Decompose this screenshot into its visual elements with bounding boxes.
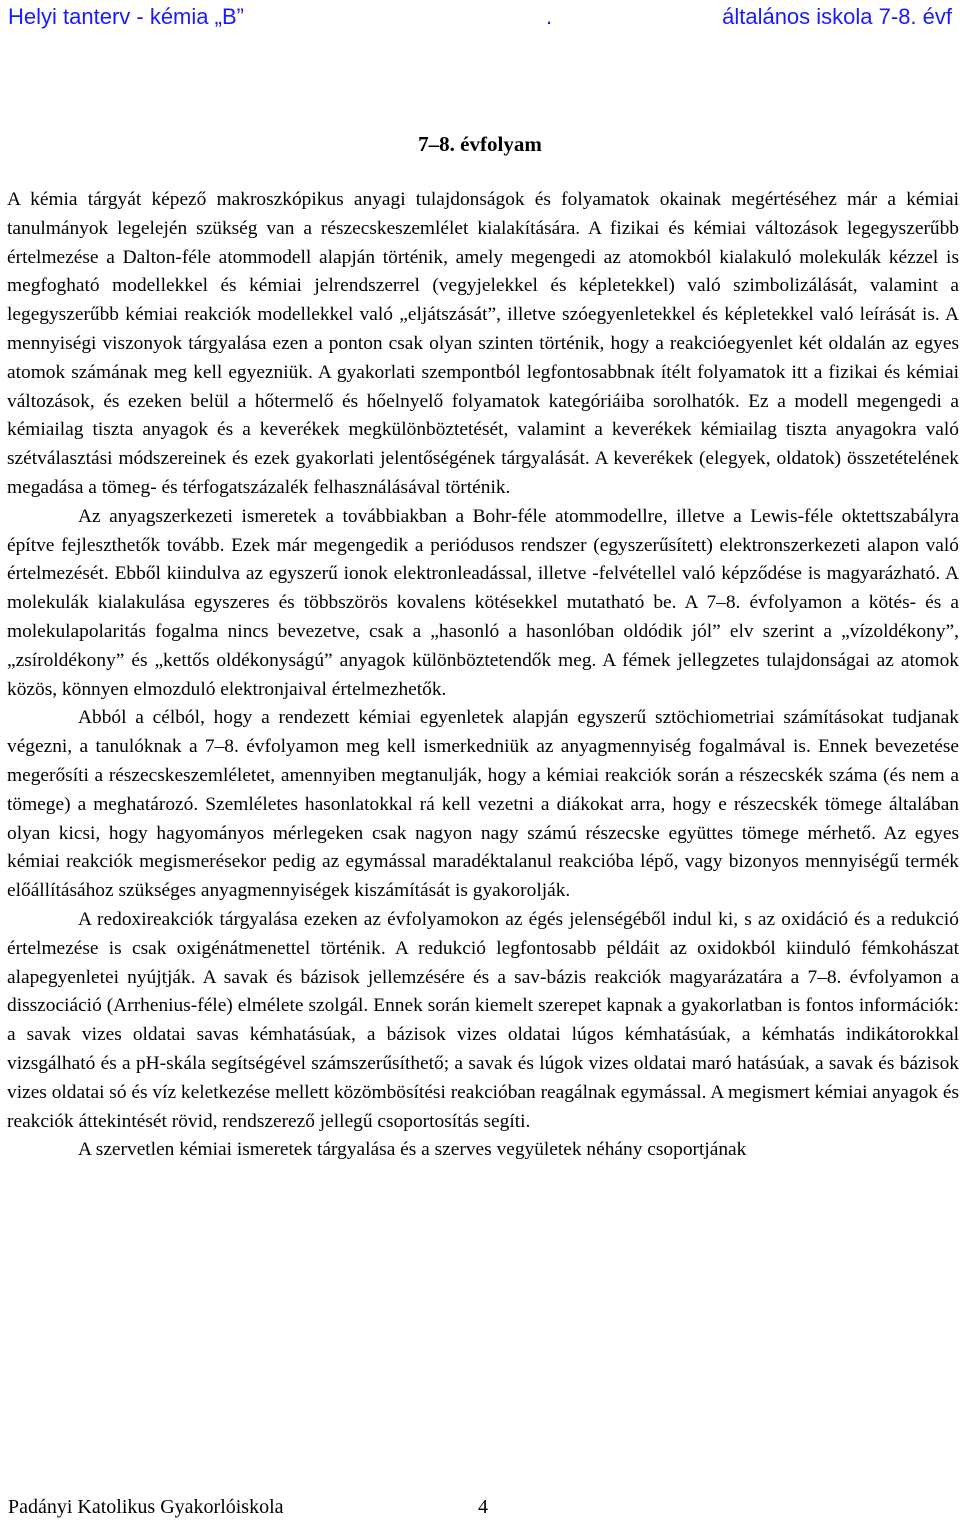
paragraph: Abból a célból, hogy a rendezett kémiai egyenletek alapján egyszerű sztöchiometriai számításokat tudjanak végezni, a tanulóknak a 7–8. évfolyamon meg kell ismerkedniük az anyagmennyiség fogalmával is. Ennek bevezetése megerősíti a részecskeszemléletet, amennyiben megtanulják, hogy a kémiai reakciók során a részecskék száma (és nem a tömege) a meghatározó. Szemléletes hasonlatokkal rá kell vezetni a diákokat arra, hogy e részecskék tömege általában olyan kicsi, hogy hagyományos mérlegeken csak nagyon nagy számú részecske együttes tömege mérhető. Az egyes kémiai reakciók megismerésekor pedig az egymással maradéktalanul reakcióba lépő, vagy bizonyos mennyiségű termék előállításához szükséges anyagmennyiségek kiszámítását is gyakorolják. bbox=[7, 707, 959, 902]
paragraph: A szervetlen kémiai ismeretek tárgyalása és a szerves vegyületek néhány csoportjának bbox=[78, 1139, 747, 1161]
document-body bbox=[7, 186, 959, 1165]
header-center-mark: . bbox=[546, 4, 553, 29]
page-number: 4 bbox=[478, 1496, 488, 1518]
paragraph: A kémia tárgyát képező makroszkópikus anyagi tulajdonságok és folyamatok okainak megértéséhez már a kémiai tanulmányok legelején szükség van a részecskeszemlélet kialakítására. A fizikai és kémiai változások legegyszerűbb értelmezése a Dalton-féle atommodell alapján történik, amely megengedi az atomokból kialakuló molekulák kézzel is megfogható modellekkel és kémiai jelrendszerrel (vegyjelekkel és képletekkel) való szimbolizálását, valamint a legegyszerűbb kémiai reakciók modellekkel való „eljátszását”, illetve szóegyenletekkel és képletekkel való leírását is. A mennyiségi viszonyok tárgyalása ezen a ponton csak olyan szinten történik, hogy a reakcióegyenlet két oldalán az egyes atomok számának meg kell egyezniük. A gyakorlati szempontból legfontosabbnak ítélt folyamatok itt a fizikai és kémiai változások, és ezeken belül a hőtermelő és hőelnyelő folyamatok kategóriáiba sorolhatók. Ez a modell megengedi a kémiailag tiszta anyagok és a keverékek megkülönböztetését, valamint a keverékek kémiailag tiszta anyagokra való szétválasztási módszereinek és ezek gyakorlati jelentőségének tárgyalását. A keverékek (elegyek, oldatok) összetételének megadása a tömeg- és térfogatszázalék felhasználásával történik. bbox=[7, 189, 959, 498]
paragraph: A redoxireakciók tárgyalása ezeken az évfolyamokon az égés jelenségéből indul ki, s az oxidáció és a redukció értelmezése is csak oxigénátmenettel történik. A redukció legfontosabb példáit az oxidokból kiinduló fémkohászat alapegyenletei nyújtják. A savak és bázisok jellemzésére és a sav-bázis reakciók magyarázatára a 7–8. évfolyamon a disszociáció (Arrhenius-féle) elmélete szolgál. Ennek során kiemelt szerepet kapnak a gyakorlatban is fontos információk: a savak vizes oldatai savas kémhatásúak, a bázisok vizes oldatai lúgos kémhatásúak, a kémhatás indikátorokkal vizsgálható és a pH-skála segítségével számszerűsíthető; a savak és lúgok vizes oldatai maró hatásúak, a savak és bázisok vizes oldatai só és víz keletkezése mellett közömbösítési reakcióban reagálnak egymással. A megismert kémiai anyagok és reakciók áttekintését rövid, rendszerező jellegű csoportosítás segíti. bbox=[7, 908, 959, 1132]
page-header bbox=[8, 4, 952, 32]
header-curriculum-title: Helyi tanterv - kémia „B” bbox=[8, 4, 244, 29]
header-school-level: általános iskola 7-8. évf bbox=[722, 4, 952, 29]
section-title: 7–8. évfolyam bbox=[418, 132, 542, 156]
page-footer bbox=[8, 1496, 488, 1519]
footer-school-name: Padányi Katolikus Gyakorlóiskola bbox=[8, 1496, 284, 1518]
paragraph: Az anyagszerkezeti ismeretek a továbbiakban a Bohr-féle atommodellre, illetve a Lewis-féle oktettszabályra építve fejleszthetők tovább. Ezek már megengedik a periódusos rendszer (egyszerűsített) elektronszerkezeti alapon való értelmezését. Ebből kiindulva az egyszerű ionok elektronleadással, illetve -felvétellel való képződése is magyarázható. A molekulák kialakulása egyszeres és többszörös kovalens kötésekkel mutatható be. A 7–8. évfolyamon a kötés- és a molekulapolaritás fogalma nincs bevezetve, csak a „hasonló a hasonlóban oldódik jól” elv szerint a „vízoldékony”, „zsíroldékony” és „kettős oldékonyságú” anyagok különböztetendők meg. A fémek jellegzetes tulajdonságai az atomok közös, könnyen elmozduló elektronjaival értelmezhetők. bbox=[7, 505, 959, 700]
